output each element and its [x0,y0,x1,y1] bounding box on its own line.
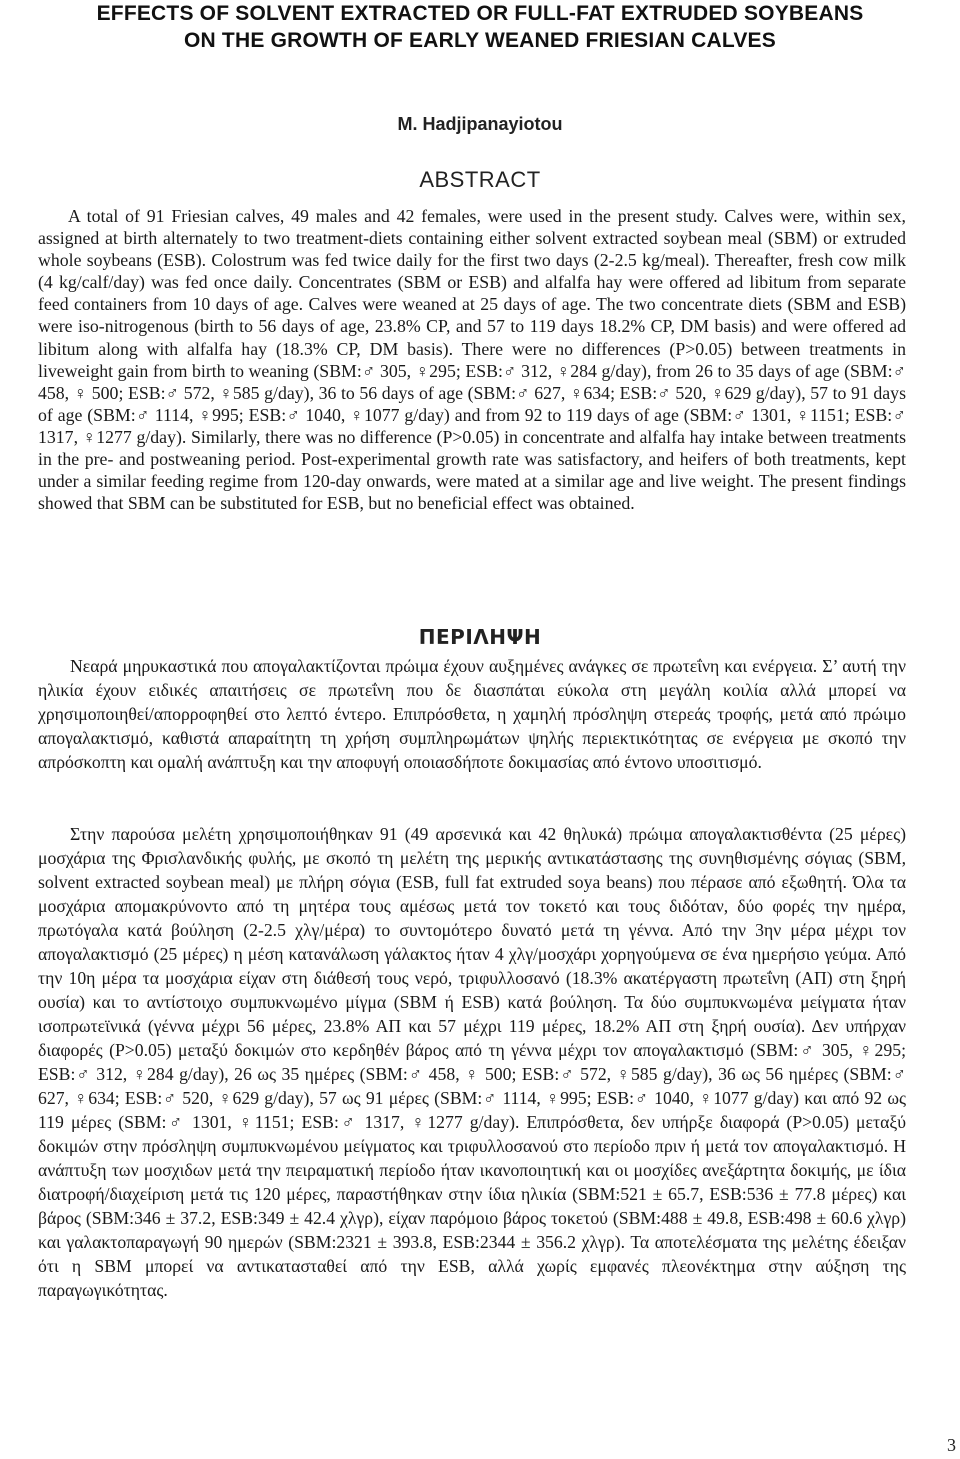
page-number: 3 [947,1435,956,1455]
title-line-2: ON THE GROWTH OF EARLY WEANED FRIESIAN CALVES [184,29,776,52]
greek-paragraph-2: Στην παρούσα μελέτη χρησιμοποιήθηκαν 91 (49 αρσενικά και 42 θηλυκά) πρώιμα απογαλακτισθέντα (25 μέρες) μοσχάρια της Φρισλανδικής φυλής, με σκοπό τη μελέτη της μερικής αντικατάστασης της συνηθισμένης σόγιας (SBM, solvent extracted soybean meal) με πλήρη σόγια (ESB, full fat extruded soya beans) που πέρασε από εξωθητή. Όλα τα μοσχάρια απομακρύνοντο από τη μητέρα τους αμέσως μετά τον τοκετό και τους διδόταν, δύο φορές την ημέρα, πρωτόγαλα κατά βούληση (2-2.5 χλγ/μέρα) το συντομότερο δυνατό μετά τη γέννα. Από την 3ην μέρα μέχρι τον απογαλακτισμό (25 μέρες) η μέση κατανάλωση γάλακτος ήταν 4 χλγ/μοσχάρι χορηγούμενα σε ένα ημερήσιο γεύμα. Από την 10η μέρα τα μοσχάρια είχαν στη διάθεσή τους νερό, τριφυλλοσανό (18.3% ακατέργαστη πρωτεΐνη (ΑΠ) στη ξηρή ουσία) και το αντίστοιχο συμπυκνωμένο μίγμα (SBM ή ESB) κατά βούληση. Τα δύο συμπυκνωμένα μείγματα ήταν ισοπρωτεϊνικά (γέννα μέχρι 56 μέρες, 23.8% ΑΠ και 57 μέχρι 119 μέρες, 18.2% ΑΠ στη ξηρή ουσία). Δεν υπήρχαν διαφορές (P>0.05) μεταξύ δοκιμών στο κερδηθέν βάρος από τη γέννα μέχρι τον απογαλακτισμό (SBM:♂ 305, ♀295; ESB:♂ 312, ♀284 g/day), 26 ως 35 ημέρες (SBM:♂ 458, ♀ 500; ESB:♂ 572, ♀585 g/day), 36 ως 56 ημέρες (SBM:♂ 627, ♀634; ESB:♂ 520, ♀629 g/day), 57 ως 91 μέρες (SBM:♂ 1114, ♀995; ESB:♂ 1040, ♀1077 g/day) και από 92 ως 119 μέρες (SBM:♂ 1301, ♀1151; ESB:♂ 1317, ♀1277 g/day). Επιπρόσθετα, δεν υπήρξε διαφορά (P>0.05) μεταξύ δοκιμών στην πρόσληψη συμπυκνωμένου μείγματος και τριφυλλοσανού στο περίοδο πριν ή μετά τον απογαλακτισμό. Η ανάπτυξη των μοσχιδων μετά την πειραματική περίοδο ήταν ικανοποιητική και οι μοσχίδες ανεξάρτητα δοκιμής, με ίδια διατροφή/διαχείριση μετά τις 120 μέρες, παραστήθηκαν στην ίδια ηλικία (SBM:521 ± 65.7, ESB:536 ± 77.8 μέρες) και βάρος (SBM:346 ± 37.2, ESB:349 ± 42.4 χλγρ), είχαν παρόμοιο βάρος τοκετού (SBM:488 ± 49.8, ESB:498 ± 60.6 χλγρ) και γαλακτοπαραγωγή 90 ημερών (SBM:2321 ± 393.8, ESB:2344 ± 356.2 χλγρ). Τα αποτελέσματα της μελέτης έδειξαν ότι η SBM μπορεί να αντικατασταθεί από την ESB, αλλά χωρίς εμφανές πλεονέκτημα στην αύξηση της παραγωγικότητας. [38,824,906,1300]
abstract-heading: ABSTRACT [419,167,541,192]
title-line-1: EFFECTS OF SOLVENT EXTRACTED OR FULL-FAT EXTRUDED SOYBEANS [96,2,864,25]
paper-title [0,0,960,54]
abstract-text: A total of 91 Friesian calves, 49 males and 42 females, were used in the present study. Calves were, within sex, assigned at birth alternately to two treatment-diets containing either solvent extracted soybean meal (SBM) or extruded whole soybeans (ESB). Colostrum was fed twice daily for the first two days (2-2.5 kg/meal). Thereafter, fresh cow milk (4 kg/calf/day) was fed once daily. Concentrates (SBM or ESB) and alfalfa hay were offered ad libitum from separate feed containers from 10 days of age. Calves were weaned at 25 days of age. The two concentrate diets (SBM and ESB) were iso-nitrogenous (birth to 56 days of age, 23.8% CP, and 57 to 119 days 18.2% CP, DM basis) and were offered ad libitum along with alfalfa hay (18.3% CP, DM basis). There were no differences (P>0.05) between treatments in liveweight gain from birth to weaning (SBM:♂ 305, ♀295; ESB:♂ 312, ♀284 g/day), from 26 to 35 days of age (SBM:♂ 458, ♀ 500; ESB:♂ 572, ♀585 g/day), 36 to 56 days of age (SBM:♂ 627, ♀634; ESB:♂ 520, ♀629 g/day), 57 to 91 days of age (SBM:♂ 1114, ♀995; ESB:♂ 1040, ♀1077 g/day) and from 92 to 119 days of age (SBM:♂ 1301, ♀1151; ESB:♂ 1317, ♀1277 g/day). Similarly, there was no difference (P>0.05) in concentrate and alfalfa hay intake between treatments in the pre- and postweaning period. Post-experimental growth rate was satisfactory, and heifers of both treatments, kept under a similar feeding regime from 120-day onwards, were mated at a similar age and live weight. The present findings showed that SBM can be substituted for ESB, but no beneficial effect was obtained. [38,206,906,514]
greek-paragraph-1: Νεαρά μηρυκαστικά που απογαλακτίζονται πρώιμα έχουν αυξημένες ανάγκες σε πρωτεΐνη και ενέργεια. Σ’ αυτή την ηλικία έχουν ειδικές απαιτήσεις σε πρωτεΐνη που δε διασπάται εύκολα στη μεγάλη κοιλία αλλά μπορεί να χρησιμοποιηθεί/απορροφηθεί στο λεπτό έντερο. Επιπρόσθετα, η χαμηλή πρόσληψη στερεάς τροφής, μετά από πρώιμο απογαλακτισμό, καθιστά απαραίτητη τη χρήση συμπληρωμάτων ψηλής περιεκτικότητας σε ενέργεια με σκοπό την απρόσκοπτη και ομαλή ανάπτυξη και την αποφυγή οποιασδήποτε δοκιμασίας από έντονο υποσιτισμό. [38,656,906,772]
author-name: M. Hadjipanayiotou [397,114,563,134]
greek-summary-heading: ΠΕΡΙΛΗΨΗ [418,625,542,649]
